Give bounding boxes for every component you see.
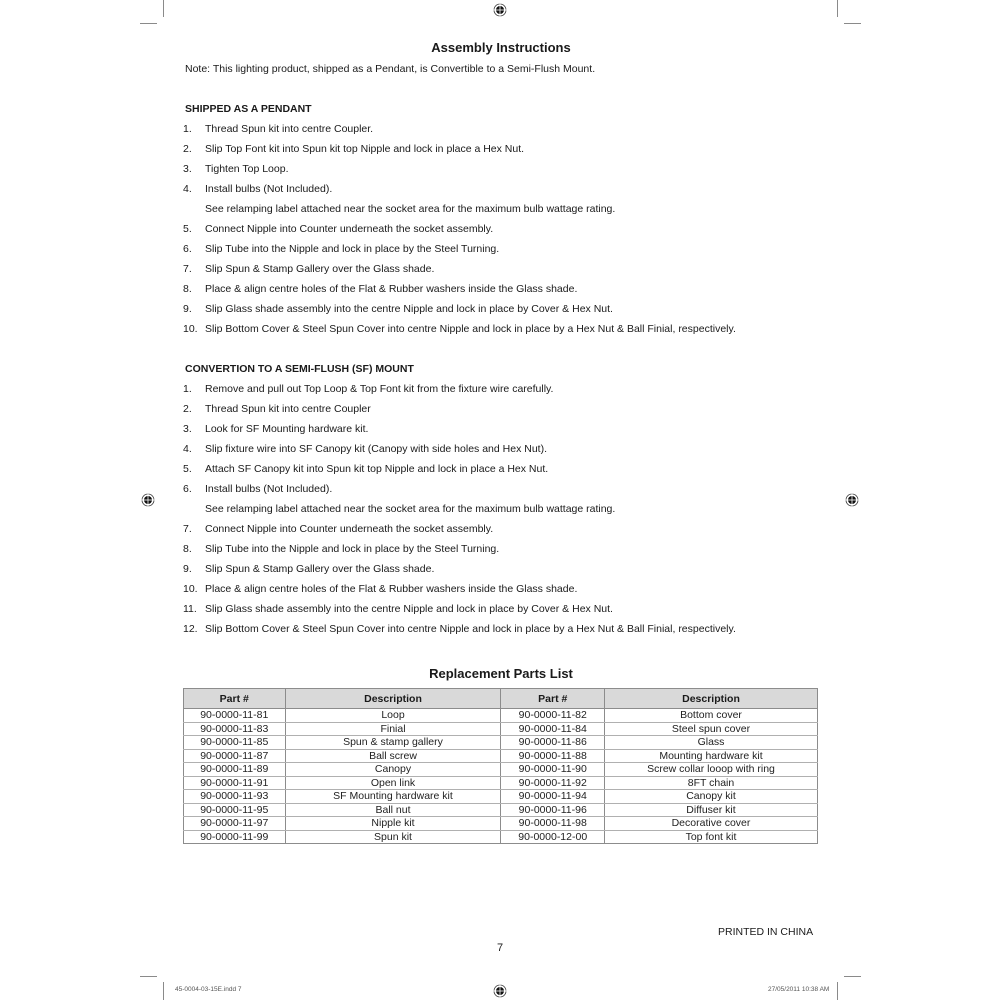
step-subtext: See relamping label attached near the socket area for the maximum bulb wattage rating.	[205, 503, 616, 515]
step-text: Slip Bottom Cover & Steel Spun Cover into centre Nipple and lock in place by a Hex Nut & Ball Finial, respectively.	[205, 323, 736, 335]
step-number: 2.	[183, 143, 192, 155]
description-cell: Ball screw	[285, 749, 501, 763]
table-row	[184, 830, 818, 844]
step-text: Connect Nipple into Counter underneath the socket assembly.	[205, 223, 494, 235]
step-number: 3.	[183, 423, 192, 435]
part-number-cell: 90-0000-11-89	[184, 763, 286, 777]
step-text: Slip Spun & Stamp Gallery over the Glass shade.	[205, 263, 435, 275]
crop-mark-top-left-vertical	[163, 0, 164, 17]
registration-mark-icon	[493, 3, 507, 17]
description-cell: Decorative cover	[604, 817, 817, 831]
table-row	[184, 776, 818, 790]
step-text: Install bulbs (Not Included).	[205, 183, 333, 195]
registration-mark-icon	[493, 984, 507, 998]
description-cell: Spun & stamp gallery	[285, 736, 501, 750]
crop-mark-bottom-right-vertical	[837, 982, 838, 1000]
step-number: 9.	[183, 303, 192, 315]
part-number-cell: 90-0000-11-98	[501, 817, 605, 831]
table-row	[184, 763, 818, 777]
instruction-step	[183, 223, 493, 235]
step-text: Slip Tube into the Nipple and lock in place by the Steel Turning.	[205, 243, 500, 255]
description-cell: Canopy	[285, 763, 501, 777]
table-row	[184, 803, 818, 817]
section-heading: CONVERTION TO A SEMI-FLUSH (SF) MOUNT	[185, 363, 414, 375]
step-number: 2.	[183, 403, 192, 415]
crop-mark-bottom-left-vertical	[163, 982, 164, 1000]
step-number: 10.	[183, 323, 198, 335]
table-row	[184, 722, 818, 736]
step-text: Slip fixture wire into SF Canopy kit (Canopy with side holes and Hex Nut).	[205, 443, 547, 455]
part-number-cell: 90-0000-11-94	[501, 790, 605, 804]
instruction-step	[183, 563, 434, 575]
crop-mark-top-left-horizontal	[140, 23, 157, 24]
instruction-step	[183, 463, 548, 475]
part-number-cell: 90-0000-11-85	[184, 736, 286, 750]
registration-mark-icon	[141, 493, 155, 507]
instruction-step	[183, 123, 373, 135]
instruction-step	[183, 603, 613, 615]
step-text: Place & align centre holes of the Flat & Rubber washers inside the Glass shade.	[205, 283, 578, 295]
page-number: 7	[496, 942, 504, 954]
part-number-cell: 90-0000-11-91	[184, 776, 286, 790]
crop-mark-bottom-left-horizontal	[140, 976, 157, 977]
step-text: Thread Spun kit into centre Coupler	[205, 403, 371, 415]
column-header-description: Description	[604, 689, 817, 709]
step-text: Slip Tube into the Nipple and lock in place by the Steel Turning.	[205, 543, 500, 555]
registration-mark-icon	[845, 493, 859, 507]
step-text: Connect Nipple into Counter underneath the socket assembly.	[205, 523, 494, 535]
description-cell: Finial	[285, 722, 501, 736]
part-number-cell: 90-0000-11-84	[501, 722, 605, 736]
part-number-cell: 90-0000-11-87	[184, 749, 286, 763]
instruction-step	[183, 483, 332, 495]
description-cell: Mounting hardware kit	[604, 749, 817, 763]
instruction-step	[183, 323, 736, 335]
table-row	[184, 749, 818, 763]
step-text: Thread Spun kit into centre Coupler.	[205, 123, 374, 135]
step-text: Look for SF Mounting hardware kit.	[205, 423, 369, 435]
step-number: 9.	[183, 563, 192, 575]
instruction-step	[183, 283, 577, 295]
instruction-step	[183, 143, 524, 155]
table-row	[184, 736, 818, 750]
slug-timestamp: 27/05/2011 10:38 AM	[768, 986, 830, 993]
column-header-description: Description	[285, 689, 501, 709]
instruction-step	[183, 423, 368, 435]
description-cell: Steel spun cover	[604, 722, 817, 736]
step-text: Slip Glass shade assembly into the centre Nipple and lock in place by Cover & Hex Nut.	[205, 303, 613, 315]
step-number: 8.	[183, 283, 192, 295]
instruction-step	[183, 263, 434, 275]
section-heading: SHIPPED AS A PENDANT	[185, 103, 312, 115]
step-number: 6.	[183, 483, 192, 495]
step-text: Slip Bottom Cover & Steel Spun Cover into centre Nipple and lock in place by a Hex Nut & Ball Finial, respectively.	[205, 623, 736, 635]
description-cell: Nipple kit	[285, 817, 501, 831]
product-note: Note: This lighting product, shipped as a Pendant, is Convertible to a Semi-Flush Mount.	[185, 63, 596, 75]
part-number-cell: 90-0000-11-95	[184, 803, 286, 817]
printed-in-label: PRINTED IN CHINA	[718, 926, 814, 938]
description-cell: 8FT chain	[604, 776, 817, 790]
step-text: Slip Top Font kit into Spun kit top Nipple and lock in place a Hex Nut.	[205, 143, 525, 155]
step-number: 11.	[183, 603, 197, 615]
part-number-cell: 90-0000-11-97	[184, 817, 286, 831]
step-text: Remove and pull out Top Loop & Top Font kit from the fixture wire carefully.	[205, 383, 554, 395]
description-cell: Loop	[285, 709, 501, 723]
part-number-cell: 90-0000-11-90	[501, 763, 605, 777]
step-number: 7.	[183, 263, 192, 275]
step-text: Slip Glass shade assembly into the centre Nipple and lock in place by Cover & Hex Nut.	[205, 603, 613, 615]
instruction-step	[183, 543, 499, 555]
step-number: 4.	[183, 443, 192, 455]
description-cell: Glass	[604, 736, 817, 750]
description-cell: Bottom cover	[604, 709, 817, 723]
part-number-cell: 90-0000-11-99	[184, 830, 286, 844]
step-number: 8.	[183, 543, 192, 555]
instruction-step	[183, 243, 499, 255]
instruction-step	[183, 443, 547, 455]
description-cell: Spun kit	[285, 830, 501, 844]
part-number-cell: 90-0000-11-81	[184, 709, 286, 723]
description-cell: SF Mounting hardware kit	[285, 790, 501, 804]
step-number: 7.	[183, 523, 192, 535]
table-row	[184, 709, 818, 723]
instruction-step	[183, 583, 577, 595]
part-number-cell: 90-0000-11-92	[501, 776, 605, 790]
description-cell: Ball nut	[285, 803, 501, 817]
description-cell: Diffuser kit	[604, 803, 817, 817]
part-number-cell: 90-0000-11-86	[501, 736, 605, 750]
table-row	[184, 817, 818, 831]
instruction-step	[183, 523, 493, 535]
step-number: 1.	[183, 123, 192, 135]
part-number-cell: 90-0000-11-88	[501, 749, 605, 763]
step-text: Slip Spun & Stamp Gallery over the Glass shade.	[205, 563, 435, 575]
instruction-step	[183, 403, 371, 415]
step-text: Install bulbs (Not Included).	[205, 483, 333, 495]
replacement-parts-table	[183, 688, 818, 844]
step-text: Tighten Top Loop.	[205, 163, 289, 175]
step-number: 1.	[183, 383, 192, 395]
description-cell: Canopy kit	[604, 790, 817, 804]
slug-file-name: 45-0004-03-15E.indd 7	[175, 986, 242, 993]
instruction-step	[183, 183, 332, 195]
step-number: 3.	[183, 163, 192, 175]
table-header-row	[184, 689, 818, 709]
part-number-cell: 90-0000-12-00	[501, 830, 605, 844]
page-title: Assembly Instructions	[431, 40, 571, 55]
instruction-step	[183, 303, 613, 315]
instruction-step	[183, 163, 288, 175]
step-number: 10.	[183, 583, 198, 595]
table-row	[184, 790, 818, 804]
instruction-step	[183, 623, 736, 635]
description-cell: Open link	[285, 776, 501, 790]
instruction-step	[183, 383, 553, 395]
parts-list-title: Replacement Parts List	[429, 666, 573, 681]
column-header-part-number: Part #	[501, 689, 605, 709]
part-number-cell: 90-0000-11-96	[501, 803, 605, 817]
step-subtext: See relamping label attached near the socket area for the maximum bulb wattage rating.	[205, 203, 616, 215]
part-number-cell: 90-0000-11-82	[501, 709, 605, 723]
step-text: Place & align centre holes of the Flat & Rubber washers inside the Glass shade.	[205, 583, 578, 595]
description-cell: Screw collar looop with ring	[604, 763, 817, 777]
crop-mark-bottom-right-horizontal	[844, 976, 861, 977]
step-number: 5.	[183, 463, 192, 475]
step-number: 5.	[183, 223, 192, 235]
step-number: 12.	[183, 623, 198, 635]
description-cell: Top font kit	[604, 830, 817, 844]
step-number: 6.	[183, 243, 192, 255]
crop-mark-top-right-horizontal	[844, 23, 861, 24]
step-number: 4.	[183, 183, 192, 195]
crop-mark-top-right-vertical	[837, 0, 838, 17]
part-number-cell: 90-0000-11-83	[184, 722, 286, 736]
part-number-cell: 90-0000-11-93	[184, 790, 286, 804]
column-header-part-number: Part #	[184, 689, 286, 709]
step-text: Attach SF Canopy kit into Spun kit top Nipple and lock in place a Hex Nut.	[205, 463, 549, 475]
